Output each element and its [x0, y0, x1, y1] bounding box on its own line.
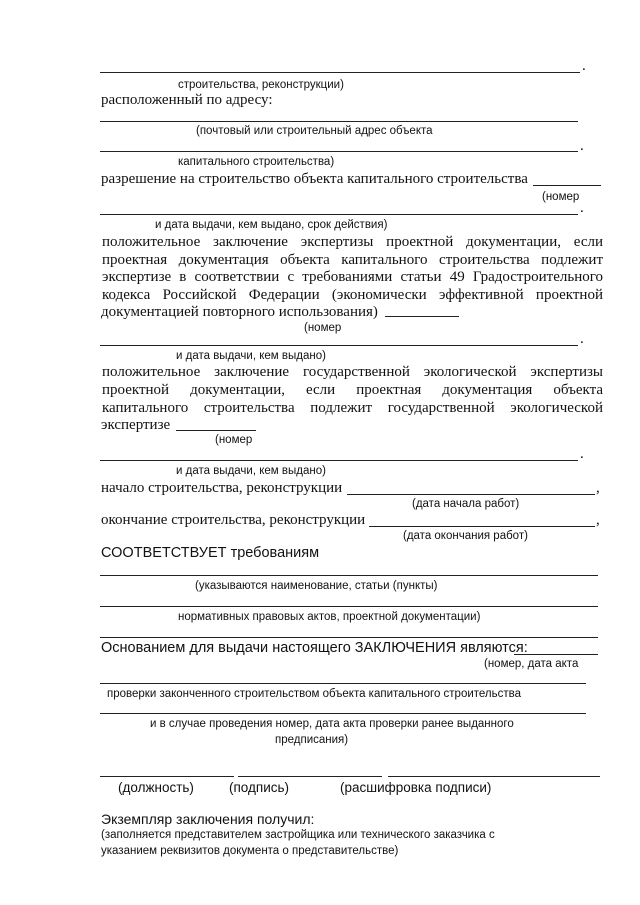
line-end-comma: , [596, 480, 600, 496]
caption-inspection: проверки законченного строительством объекта капитального строительства [107, 688, 522, 700]
eco-last-line: экспертизе [101, 417, 171, 433]
caption-regulatory: нормативных правовых актов, проектной документации) [178, 611, 481, 623]
line-end-dot: . [580, 200, 584, 216]
caption-signature-decoding: (расшифровка подписи) [340, 780, 492, 795]
start-date-field[interactable] [347, 494, 595, 495]
signature-field[interactable] [238, 776, 382, 777]
caption-start-date: (дата начала работ) [412, 498, 520, 510]
caption-prev-order-end: предписания) [275, 734, 349, 746]
permit-label: разрешение на строительство объекта капитального строительства [101, 171, 528, 187]
fill-line[interactable] [533, 185, 601, 186]
fill-line[interactable] [100, 121, 578, 122]
expertise-line: положительное заключение экспертизы проектной документации, если [102, 234, 603, 250]
filled-by-note: указанием реквизитов документа о представительстве) [101, 845, 399, 857]
caption-signature: (подпись) [229, 780, 290, 795]
caption-issue: и дата выдачи, кем выдано) [176, 465, 326, 477]
fill-line[interactable] [100, 637, 598, 638]
start-label: начало строительства, реконструкции [101, 480, 343, 496]
caption-capital-construction: капитального строительства) [178, 156, 335, 168]
eco-line: положительное заключение государственной экологической экспертизы [102, 364, 603, 380]
fill-line[interactable] [100, 72, 580, 73]
caption-issue: и дата выдачи, кем выдано) [176, 350, 326, 362]
caption-number: (номер [304, 322, 342, 334]
expertise-line: проектная документация объекта капитального строительства подлежит [102, 252, 603, 268]
caption-act-number: (номер, дата акта [484, 658, 579, 670]
located-at-label: расположенный по адресу: [101, 92, 273, 108]
caption-construction: строительства, реконструкции) [178, 79, 344, 91]
fill-line[interactable] [100, 460, 578, 461]
end-date-field[interactable] [369, 526, 595, 527]
caption-issue-validity: и дата выдачи, кем выдано, срок действия) [155, 219, 388, 231]
fill-line[interactable] [100, 575, 598, 576]
fill-line[interactable] [514, 654, 598, 655]
line-end-dot: . [580, 446, 584, 462]
caption-end-date: (дата окончания работ) [403, 530, 528, 542]
caption-number: (номер [215, 434, 253, 446]
line-end-dot: . [580, 138, 584, 154]
caption-prev-order: и в случае проведения номер, дата акта проверки ранее выданного [150, 718, 514, 730]
line-end-comma: , [596, 512, 600, 528]
caption-number: (номер [542, 191, 580, 203]
fill-line[interactable] [176, 430, 256, 431]
line-end-dot: . [582, 58, 586, 74]
fill-line[interactable] [385, 316, 459, 317]
basis-label: Основанием для выдачи настоящего ЗАКЛЮЧЕНИЯ являются: [101, 640, 528, 656]
line-end-dot: . [580, 331, 584, 347]
fill-line[interactable] [100, 606, 598, 607]
expertise-last-line: документацией повторного использования) [101, 304, 378, 320]
eco-line: проектной документации, если проектная документация объекта [102, 382, 603, 398]
signature-decoding-field[interactable] [388, 776, 600, 777]
fill-line[interactable] [100, 214, 578, 215]
caption-position: (должность) [118, 780, 194, 795]
fill-line[interactable] [100, 345, 578, 346]
caption-postal-address: (почтовый или строительный адрес объекта [196, 125, 433, 137]
position-field[interactable] [100, 776, 234, 777]
end-label: окончание строительства, реконструкции [101, 512, 366, 528]
fill-line[interactable] [100, 683, 586, 684]
eco-line: капитального строительства подлежит государственной экологической [102, 400, 603, 416]
complies-label: СООТВЕТСТВУЕТ требованиям [101, 545, 320, 561]
copy-received-label: Экземпляр заключения получил: [101, 811, 315, 827]
filled-by-note: (заполняется представителем застройщика или технического заказчика с [101, 829, 495, 841]
expertise-line: экспертизе в соответствии с требованиями статьи 49 Градостроительного [102, 269, 603, 285]
caption-specify: (указываются наименование, статьи (пункты) [195, 580, 438, 592]
fill-line[interactable] [100, 151, 578, 152]
expertise-line: кодекса Российской Федерации (экономически эффективной проектной [102, 287, 603, 303]
fill-line[interactable] [100, 713, 586, 714]
